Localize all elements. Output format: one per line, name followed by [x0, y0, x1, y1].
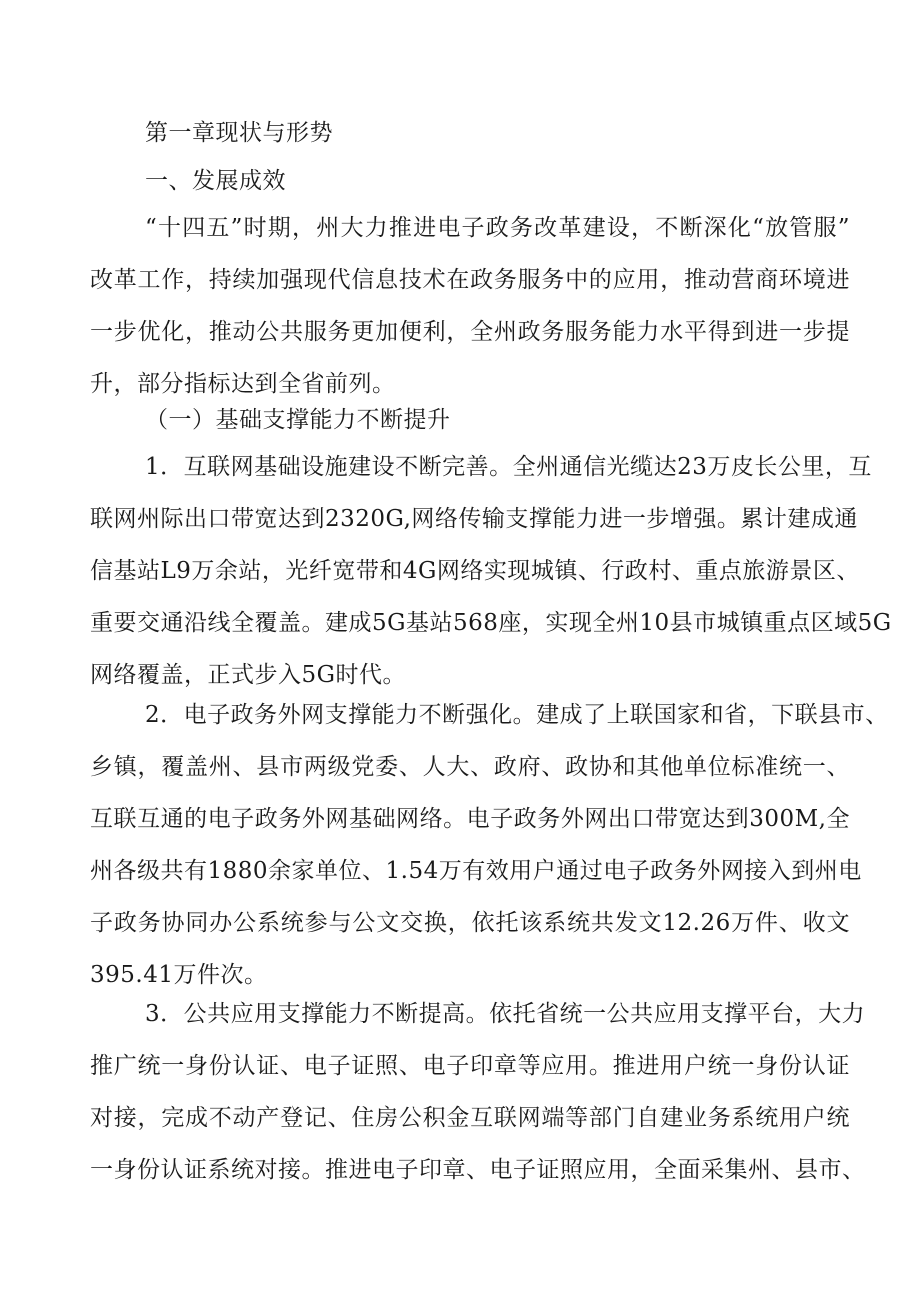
paragraph-line: 子政务协同办公系统参与公文交换，依托该系统共发文12.26万件、收文: [90, 910, 850, 936]
item1-paragraph: [90, 441, 892, 701]
paragraph-line: 1．互联网基础设施建设不断完善。全州通信光缆达23万皮长公里，互: [145, 454, 872, 480]
paragraph-line: 网络覆盖，正式步入5G时代。: [90, 662, 407, 688]
paragraph-line: 推广统一身份认证、电子证照、电子印章等应用。推进用户统一身份认证: [90, 1053, 850, 1079]
paragraph-line: 信基站L9万余站，光纤宽带和4G网络实现城镇、行政村、重点旅游景区、: [90, 558, 860, 584]
paragraph-line: 一身份认证系统对接。推进电子印章、电子证照应用，全面采集州、县市、: [90, 1157, 866, 1183]
subsection-title: （一）基础支撑能力不断提升: [145, 407, 451, 433]
paragraph-line: 重要交通沿线全覆盖。建成5G基站568座，实现全州10县市城镇重点区域5G: [90, 610, 892, 636]
chapter-title: 第一章现状与形势: [145, 120, 333, 146]
paragraph-line: 3．公共应用支撑能力不断提高。依托省统一公共应用支撑平台，大力: [145, 1001, 866, 1027]
paragraph-line: 对接，完成不动产登记、住房公积金互联网端等部门自建业务系统用户统: [90, 1105, 850, 1131]
paragraph-line: 联网州际出口带宽达到2320G,网络传输支撑能力进一步增强。累计建成通: [90, 506, 858, 532]
paragraph-line: 升，部分指标达到全省前列。: [90, 371, 396, 397]
paragraph-line: 互联互通的电子政务外网基础网络。电子政务外网出口带宽达到300M,全: [90, 806, 850, 832]
paragraph-line: 改革工作，持续加强现代信息技术在政务服务中的应用，推动营商环境进: [90, 267, 850, 293]
paragraph-line: 州各级共有1880余家单位、1.54万有效用户通过电子政务外网接入到州电: [90, 858, 862, 884]
paragraph-line: 一步优化，推动公共服务更加便利，全州政务服务能力水平得到进一步提: [90, 319, 850, 345]
section-title: 一、发展成效: [145, 168, 286, 194]
paragraph-line: 395.41万件次。: [90, 962, 268, 988]
paragraph-line: “十四五”时期，州大力推进电子政务改革建设，不断深化“放管服”: [145, 215, 850, 241]
paragraph-line: 2．电子政务外网支撑能力不断强化。建成了上联国家和省，下联县市、: [145, 702, 889, 728]
item3-paragraph: [90, 988, 866, 1196]
paragraph-line: 乡镇，覆盖州、县市两级党委、人大、政府、政协和其他单位标准统一、: [90, 754, 850, 780]
intro-paragraph: [90, 202, 850, 410]
item2-paragraph: [90, 689, 889, 1001]
